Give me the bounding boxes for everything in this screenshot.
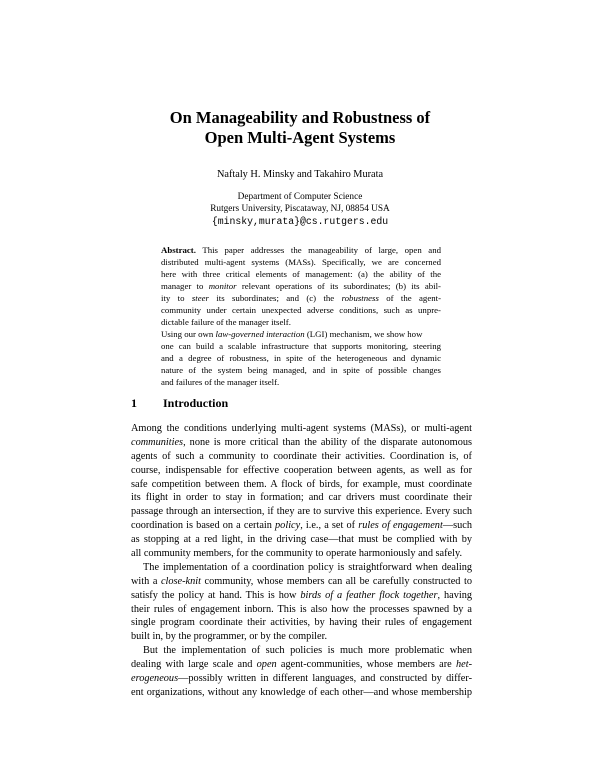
body-line: with a close-knit community, whose members can all be carefully constructed to	[131, 575, 473, 587]
body-line: course, indispensable for effective cooperation between agents, as well as for	[131, 464, 472, 476]
body-line: single program coordinate their activities, by having their rules of engagement	[131, 617, 472, 629]
body-line: as stopping at a red light, in the driving case—that must be complied with by	[131, 534, 472, 546]
abstract-line: one can build a scalable infrastructure that supports monitoring, steering	[161, 341, 441, 351]
section-title: Introduction	[163, 396, 229, 410]
body-line: safe competition between them. A flock of birds, for example, must coordinate	[131, 478, 472, 490]
abstract-line: and failures of the manager itself.	[161, 377, 280, 387]
body-line: agents of such a community to coordinate their activities. Coordination is, of	[131, 450, 472, 462]
section-number: 1	[131, 396, 137, 410]
body-line: erogeneous—possibly written in different languages, and constructed by differ-	[131, 673, 472, 685]
abstract-line: manager to monitor relevant operations of its subordinates; (b) its abil-	[161, 281, 441, 291]
body-line: dealing with large scale and open agent-communities, whose members are het-	[131, 659, 472, 671]
body-line: communities, none is more critical than the ability of the disparate autonomous	[131, 436, 472, 448]
body-line: their rules of engagement inborn. This is also how the processes spawned by a	[131, 603, 472, 615]
section-heading	[131, 395, 228, 411]
abstract-line: distributed multi-agent systems (MASs). Specifically, we are concerned	[161, 257, 441, 267]
abstract-line: community under certain unexpected adverse conditions, such as unpre-	[161, 305, 441, 315]
abstract-line: here with three critical elements of management: (a) the ability of the	[161, 269, 441, 279]
body-line: its flight in order to stay in formation; and car drivers must coordinate their	[131, 492, 472, 504]
body-line: satisfy the policy at hand. This is how birds of a feather flock together, having	[131, 589, 472, 601]
paper-title-line-2: Open Multi-Agent Systems	[204, 128, 396, 147]
body-line: The implementation of a coordination policy is straightforward when dealing	[143, 561, 472, 573]
abstract-line: nature of the system being managed, and in spite of possible changes	[161, 365, 441, 375]
author-email: {minsky,murata}@cs.rutgers.edu	[211, 216, 389, 227]
abstract-line: Abstract. This paper addresses the manageability of large, open and	[161, 245, 441, 255]
paper-title-line-1: On Manageability and Robustness of	[169, 108, 431, 127]
introduction-body	[131, 422, 472, 700]
body-line: passage through an intersection, if they are to survive this experience. Every such	[131, 506, 472, 518]
abstract-line: ity to steer its subordinates; and (c) the robustness of the agent-	[161, 293, 442, 303]
body-line: ent organizations, without any knowledge of each other—and whose membership	[131, 686, 472, 698]
abstract	[161, 244, 441, 388]
affiliation-university: Rutgers University, Piscataway, NJ, 08854 USA	[210, 204, 390, 214]
authors: Naftaly H. Minsky and Takahiro Murata	[216, 169, 384, 180]
affiliation-department: Department of Computer Science	[237, 192, 363, 202]
abstract-label: Abstract.	[161, 245, 196, 255]
body-line: coordination is based on a certain policy, i.e., a set of rules of engagement—such	[131, 520, 472, 532]
body-line: Among the conditions underlying multi-agent systems (MASs), or multi-agent	[131, 423, 472, 434]
body-line: all community members, for the community to operate harmoniously and safely.	[131, 548, 463, 560]
abstract-line: Using our own law-governed interaction (LGI) mechanism, we show how	[161, 329, 423, 339]
abstract-line: and a degree of robustness, in spite of the heterogeneous and dynamic	[161, 353, 441, 363]
body-line: But the implementation of such policies is much more problematic when	[143, 645, 472, 657]
body-line: built in, by the programmer, or by the compiler.	[131, 631, 328, 643]
abstract-line: dictable failure of the manager itself.	[161, 317, 291, 327]
